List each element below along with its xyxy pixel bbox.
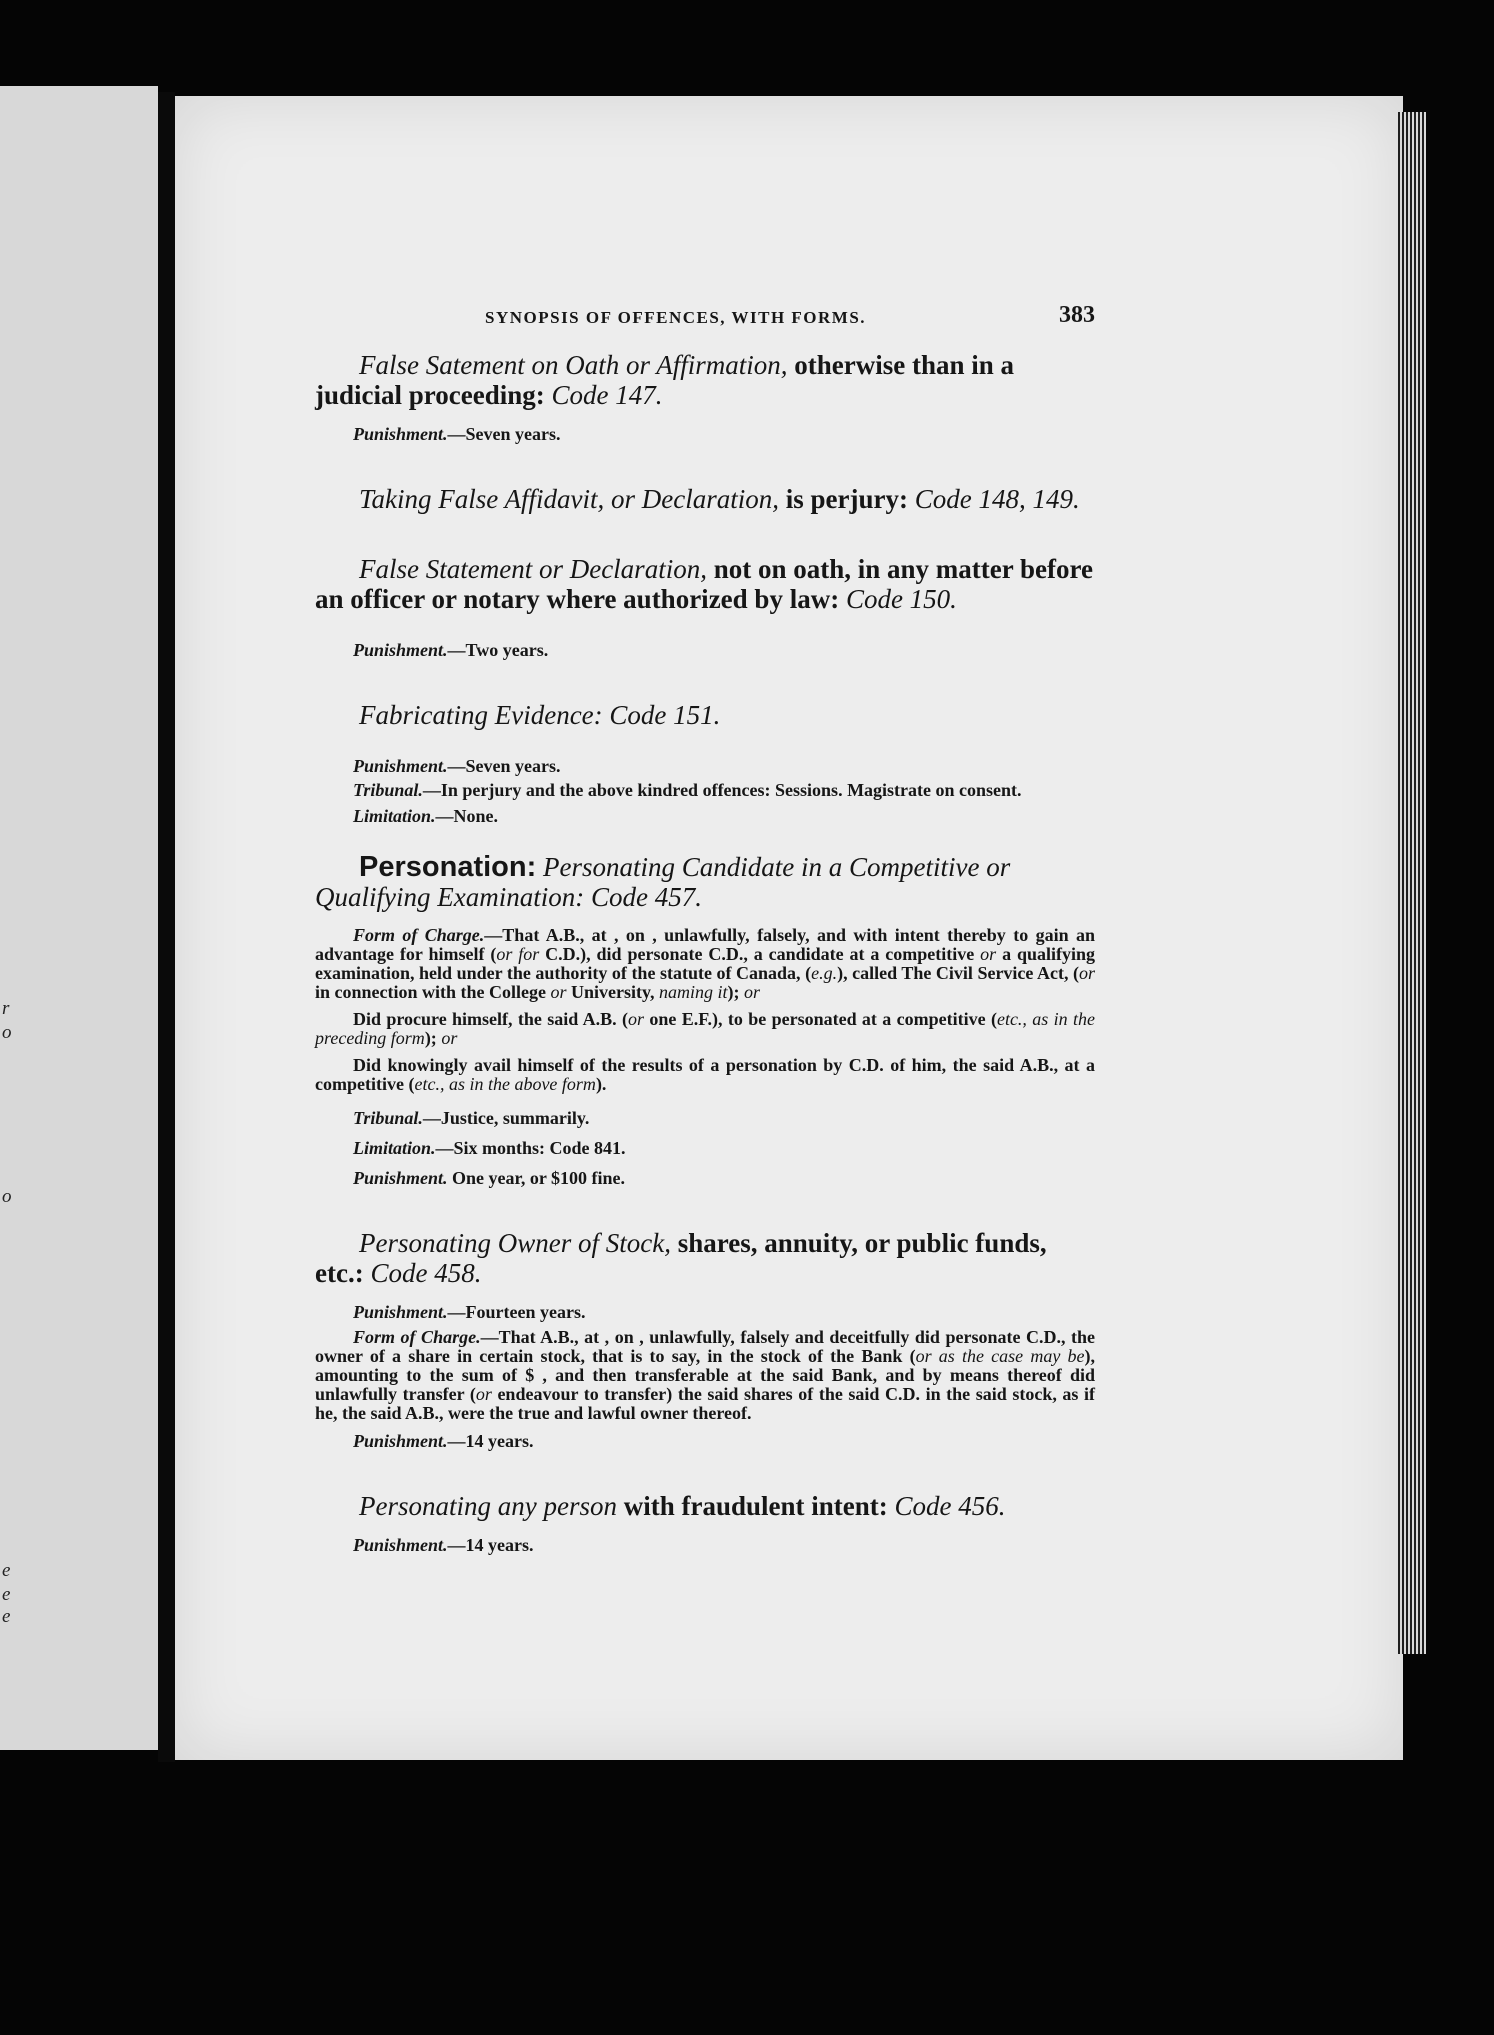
margin-mark: e: [2, 1584, 11, 1605]
entry-false-affidavit: Taking False Affidavit, or Declaration, is perjury: Code 148, 149.: [359, 484, 1080, 514]
section-heading: Personation:: [359, 851, 537, 883]
entry-false-statement-oath: False Satement on Oath or Affirmation, otherwise than in a judicial proceeding: Code 147.: [315, 350, 1014, 410]
entry-fabricating-evidence: Fabricating Evidence: Code 151.: [359, 700, 721, 730]
entry-personation: Personation: Personating Candidate in a Competitive or Qualifying Examination: Code 457.: [315, 851, 1011, 912]
entry-personating-any-person: Personating any person with fraudulent intent: Code 456.: [359, 1491, 1006, 1521]
page-content: [315, 300, 1095, 1555]
punishment-line: Punishment. One year, or $100 fine.: [353, 1168, 626, 1188]
punishment-line: Punishment.—Seven years.: [353, 424, 561, 444]
running-head: [315, 300, 1095, 340]
tribunal-line: Tribunal.—Justice, summarily.: [353, 1108, 590, 1128]
limitation-line: Limitation.—None.: [353, 806, 499, 826]
punishment-line: Punishment.—Two years.: [353, 640, 549, 660]
form-of-charge: Form of Charge.—That A.B., at , on , unlawfully, falsely and deceitfully did personate C.D., the owner of a share in certain stock, that is to say, in the stock of the Bank (or as the case may be), amounting to the sum of $ , and then transferable at the said Bank, and by means thereof did unlawfully transfer (or endeavour to transfer) the said shares of the said C.D. in the said stock, as if he, the said A.B., were the true and lawful owner thereof.: [315, 1327, 1096, 1423]
punishment-line: Punishment.—14 years.: [353, 1431, 534, 1451]
form-paragraph: Did knowingly avail himself of the results of a personation by C.D. of him, the said A.B., at a competitive (etc., as in the above form).: [315, 1055, 1095, 1094]
punishment-line: Punishment.—Seven years.: [353, 756, 561, 776]
page-edge: [1398, 112, 1426, 1654]
punishment-line: Punishment.—Fourteen years.: [353, 1302, 586, 1322]
margin-mark: o: [2, 1022, 12, 1043]
margin-mark: e: [2, 1606, 11, 1627]
form-paragraph: Did procure himself, the said A.B. (or one E.F.), to be personated at a competitive (etc., as in the preceding form); or: [315, 1009, 1095, 1048]
limitation-line: Limitation.—Six months: Code 841.: [353, 1138, 626, 1158]
margin-mark: e: [2, 1560, 11, 1581]
margin-mark: o: [2, 1186, 12, 1207]
punishment-line: Punishment.—14 years.: [353, 1535, 534, 1555]
form-of-charge: Form of Charge.—That A.B., at , on , unlawfully, falsely, and with intent thereby to gain an advantage for himself (or for C.D.), did personate C.D., a candidate at a competitive or a qualifying examination, held under the authority of the statute of Canada, (e.g.), called The Civil Service Act, (or in connection with the College or University, naming it); or: [315, 925, 1096, 1002]
left-page: [0, 86, 158, 1750]
running-title: SYNOPSIS OF OFFENCES, WITH FORMS.: [485, 308, 867, 327]
tribunal-line: Tribunal.—In perjury and the above kindred offences: Sessions. Magistrate on consent.: [353, 780, 1022, 800]
book-gutter: [158, 92, 175, 1762]
entry-personating-owner-of-stock: Personating Owner of Stock, shares, annuity, or public funds, etc.: Code 458.: [315, 1228, 1047, 1288]
page-number: 383: [1059, 302, 1095, 328]
entry-false-declaration: False Statement or Declaration, not on oath, in any matter before an officer or notary where authorized by law: Code 150.: [315, 554, 1093, 614]
margin-mark: r: [2, 998, 10, 1019]
